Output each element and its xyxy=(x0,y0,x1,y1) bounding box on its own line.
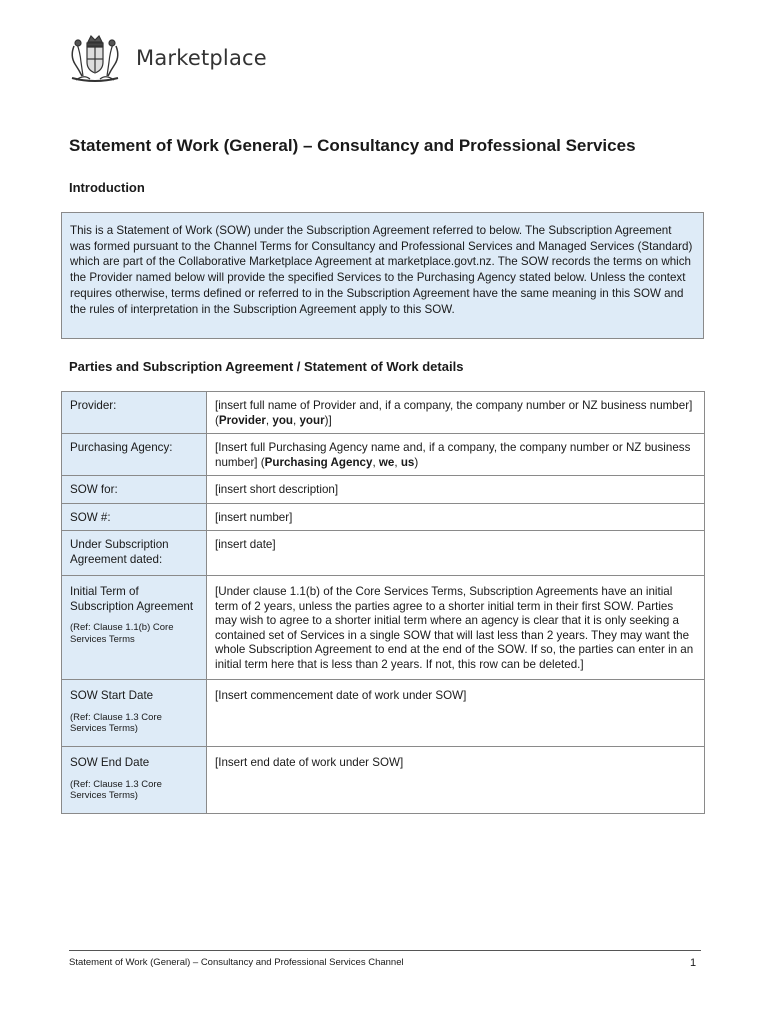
initial-term-value: [Under clause 1.1(b) of the Core Services Terms, Subscription Agreements have an initial term of 2 years, unless the parties agree to a shorter initial term in their first SOW. Parties may wish to agree to a shorter initial term where an agency is clear that it is only seeking a contained set of Services in a single SOW that will last less than 2 years. They may want the whole Subscription Agreement to end at the end of the SOW. If so, the parties can enter in an initial term here that is less than 2 years. If not, this row can be deleted.] xyxy=(207,576,705,680)
table-row xyxy=(62,680,705,747)
provider-label: Provider: xyxy=(62,392,207,434)
table-row xyxy=(62,747,705,814)
table-row xyxy=(62,531,705,576)
sow-for-value: [insert short description] xyxy=(207,476,705,504)
footer-text: Statement of Work (General) – Consultancy and Professional Services Channel xyxy=(69,957,404,968)
table-row xyxy=(62,576,705,680)
sow-details-table xyxy=(61,391,705,814)
initial-term-label-text: Initial Term of Subscription Agreement xyxy=(70,585,194,613)
end-date-ref: (Ref: Clause 1.3 Core Services Terms) xyxy=(70,778,162,801)
initial-term-ref: (Ref: Clause 1.1(b) Core Services Terms xyxy=(70,622,174,645)
table-row xyxy=(62,434,705,476)
table-row xyxy=(62,476,705,504)
start-date-label-text: SOW Start Date xyxy=(70,689,154,702)
end-date-label xyxy=(62,747,207,814)
parties-heading: Parties and Subscription Agreement / Statement of Work details xyxy=(69,359,464,374)
page-header xyxy=(66,32,267,84)
document-title: Statement of Work (General) – Consultancy and Professional Services xyxy=(69,136,636,155)
introduction-heading: Introduction xyxy=(69,180,145,195)
start-date-label xyxy=(62,680,207,747)
sow-number-label: SOW #: xyxy=(62,503,207,531)
table-row xyxy=(62,503,705,531)
footer-divider xyxy=(69,950,701,951)
provider-value: [insert full name of Provider and, if a company, the company number or NZ business number] (Provider, you, your)] xyxy=(207,392,705,434)
subscription-date-value: [insert date] xyxy=(207,531,705,576)
brand-name: Marketplace xyxy=(136,46,267,70)
table-row xyxy=(62,392,705,434)
end-date-label-text: SOW End Date xyxy=(70,756,150,769)
start-date-ref: (Ref: Clause 1.3 Core Services Terms) xyxy=(70,711,162,734)
sow-for-label: SOW for: xyxy=(62,476,207,504)
sow-number-value: [insert number] xyxy=(207,503,705,531)
start-date-value: [Insert commencement date of work under SOW] xyxy=(207,680,705,747)
initial-term-label xyxy=(62,576,207,680)
agency-value: [Insert full Purchasing Agency name and, if a company, the company number or NZ business number] (Purchasing Agency, we, us) xyxy=(207,434,705,476)
nz-coat-of-arms-icon xyxy=(66,32,124,84)
introduction-box: This is a Statement of Work (SOW) under the Subscription Agreement referred to below. The Subscription Agreement was formed pursuant to the Channel Terms for Consultancy and Professional Services and Managed Services (Standard) which are part of the Collaborative Marketplace Agreement at marketplace.govt.nz. The SOW records the terms on which the Provider named below will provide the specified Services to the Purchasing Agency stated below. Unless the context requires otherwise, terms defined or referred to in the Subscription Agreement have the same meaning in this SOW and the rules of interpretation in the Subscription Agreement apply to this SOW. xyxy=(61,212,704,339)
page-number: 1 xyxy=(690,957,697,969)
end-date-value: [Insert end date of work under SOW] xyxy=(207,747,705,814)
subscription-date-label: Under Subscription Agreement dated: xyxy=(62,531,207,576)
agency-label: Purchasing Agency: xyxy=(62,434,207,476)
